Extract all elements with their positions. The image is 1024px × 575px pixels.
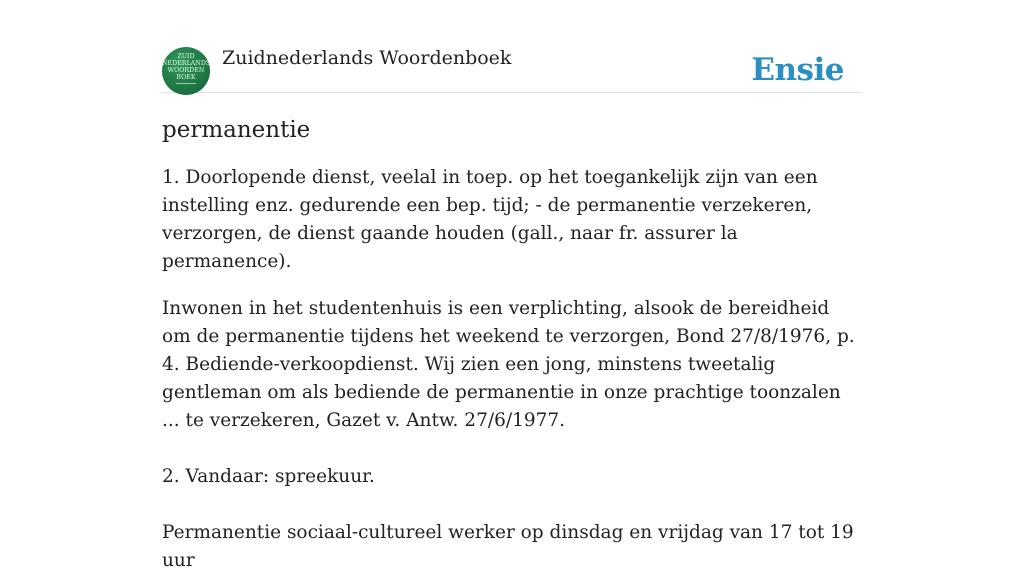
spacer [162, 491, 862, 519]
site-header [162, 44, 862, 93]
definition-2: 2. Vandaar: spreekuur. [162, 466, 375, 487]
logo-line: BOEK [176, 74, 196, 81]
example-1: Inwonen in het studentenhuis is een verplichting, alsook de bereidheid om de permanentie tijdens het weekend te verzorgen, Bond 27/8/1976, p. 4. Bediende-verkoopdienst. Wij zien een jong, minstens tweetalig gentleman om als bediende de permanentie in onze prachtige toonzalen ... te verzekeren, Gazet v. Antw. 27/6/1977. [162, 298, 855, 431]
logo-line: NEDERLANDS [162, 60, 211, 67]
logo-line: ZUID [177, 53, 195, 60]
page-title: permanentie [162, 117, 311, 143]
logo-text [162, 53, 210, 81]
spacer [162, 435, 862, 463]
definition-1: 1. Doorlopende dienst, veelal in toep. op het toegankelijk zijn van een instelling enz. gedurende een bep. tijd; - de permanentie verzekeren, verzorgen, de dienst gaande houden (gall., naar fr. assurer la permanence). [162, 167, 818, 272]
brand-logo[interactable]: Ensie [751, 52, 844, 88]
entry-content [162, 115, 862, 575]
site-title[interactable]: Zuidnederlands Woordenboek [222, 47, 512, 69]
example-2: Permanentie sociaal-cultureel werker op dinsdag en vrijdag van 17 tot 19 uur [162, 522, 854, 571]
dictionary-logo[interactable] [162, 47, 210, 95]
logo-line: WOORDEN [167, 67, 205, 74]
spacer [162, 276, 862, 295]
logo-underline [176, 83, 196, 84]
